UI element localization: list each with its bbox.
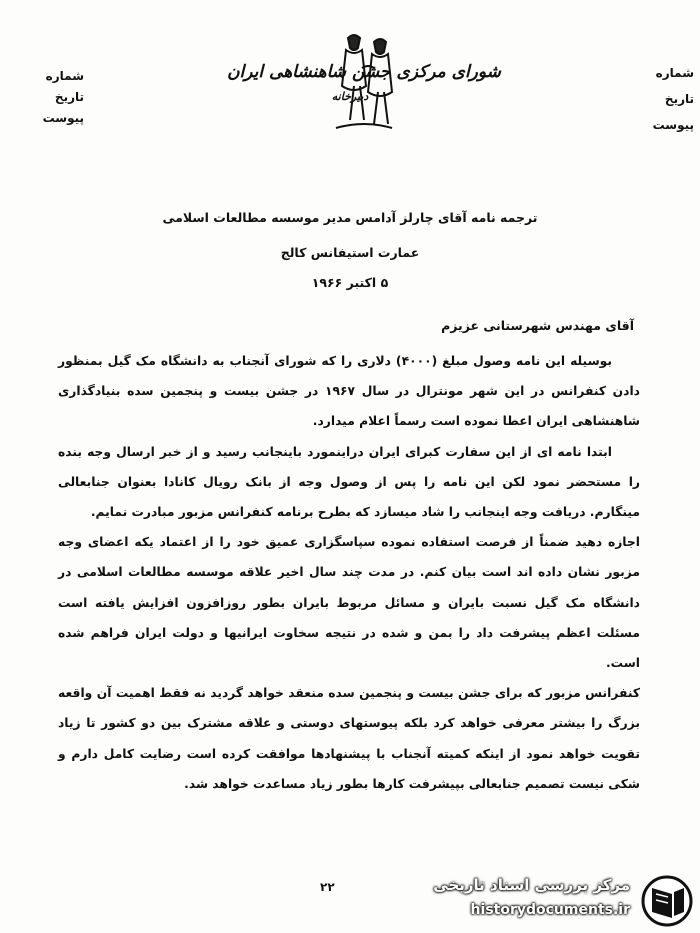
page-number: ۲۲	[320, 880, 335, 894]
header-left-label-date: تاریخ	[54, 90, 84, 104]
watermark-url: historydocuments.ir	[470, 902, 630, 918]
header-label-number: شماره	[655, 66, 694, 80]
paragraph-2: ابتدا نامه ای از این سفارت کبرای ایران دراینمورد باینجانب رسید و از خبر ارسال وجه بنده را مستحضر نمود لکن این نامه را پس از وصول وجه از بانک رویال کانادا بعنوان جنابعالی مینگارم. دریافت وجه اینجانب را شاد میسازد که بطرح برنامه کنفرانس مزبور مبادرت نمایم.	[58, 444, 640, 520]
header-label-date: تاریخ	[664, 92, 694, 106]
council-subtitle: دبیرخانه	[331, 90, 369, 103]
watermark	[418, 868, 700, 933]
watermark-title: مرکز بررسی اسناد تاریخی	[433, 876, 630, 894]
paragraph-1: بوسیله این نامه وصول مبلغ (۴۰۰۰) دلاری را که شورای آنجناب به دانشگاه مک گیل بمنظور دادن کنفرانس در این شهر مونترال در سال ۱۹۶۷ در جشن بیست و پنجمین سده بنیادگذاری شاهنشاهی ایران اعطا نموده است رسماً اعلام میدارد.	[58, 354, 640, 429]
letter-body	[58, 346, 640, 799]
header-left-label-attachment: پیوست	[42, 111, 84, 125]
document-title: ترجمه نامه آقای چارلز آدامس مدیر موسسه مطالعات اسلامی	[162, 210, 538, 225]
salutation: آقای مهندس شهرستانی عزیزم	[441, 318, 634, 333]
header-right-labels	[648, 60, 694, 138]
emblem-icon	[326, 28, 402, 138]
council-name: شورای مرکزی جشن شاهنشاهی ایران	[227, 62, 501, 82]
paragraph-3: اجازه دهید ضمناً از فرصت استفاده نموده سپاسگزاری عمیق خود را از اعتماد یکه اعضای وجه مزبور نشان داده اند است بیان کنم. در مدت چند سال اخیر علاقه موسسه مطالعات اسلامی در دانشگاه مک گیل نسبت بایران و مسائل مربوط بایران بطور روزافزون افزایش یافته است مسئلت اعظم پیشرفت داد را بمن و شده در نتیجه سخاوت ایرانیها و دولت ایران فراهم شده است.	[58, 535, 640, 671]
archive-logo-icon	[638, 874, 696, 928]
paragraph-4: کنفرانس مزبور که برای جشن بیست و پنجمین سده منعقد خواهد گردید نه فقط اهمیت آن واقعه بزرگ را بیشتر معرفی خواهد کرد بلکه پیوستهای دوستی و علاقه مشترک بین دو کشور تا زیاد تقویت خواهد نمود از اینکه کمیته آنجناب با پیشنهادها موافقت کرده است رضایت کامل دارم و شکی نیست تصمیم جنابعالی بپیشرفت کارها بطور زیاد مساعدت خواهد شد.	[58, 686, 640, 791]
header-label-attachment: پیوست	[652, 118, 694, 132]
header-left-label-number: شماره	[45, 69, 84, 83]
header-left-labels	[14, 66, 84, 129]
document-address: عمارت استیفانس کالج	[280, 245, 420, 260]
document-date: ۵ اکتبر ۱۹۶۶	[311, 275, 389, 290]
